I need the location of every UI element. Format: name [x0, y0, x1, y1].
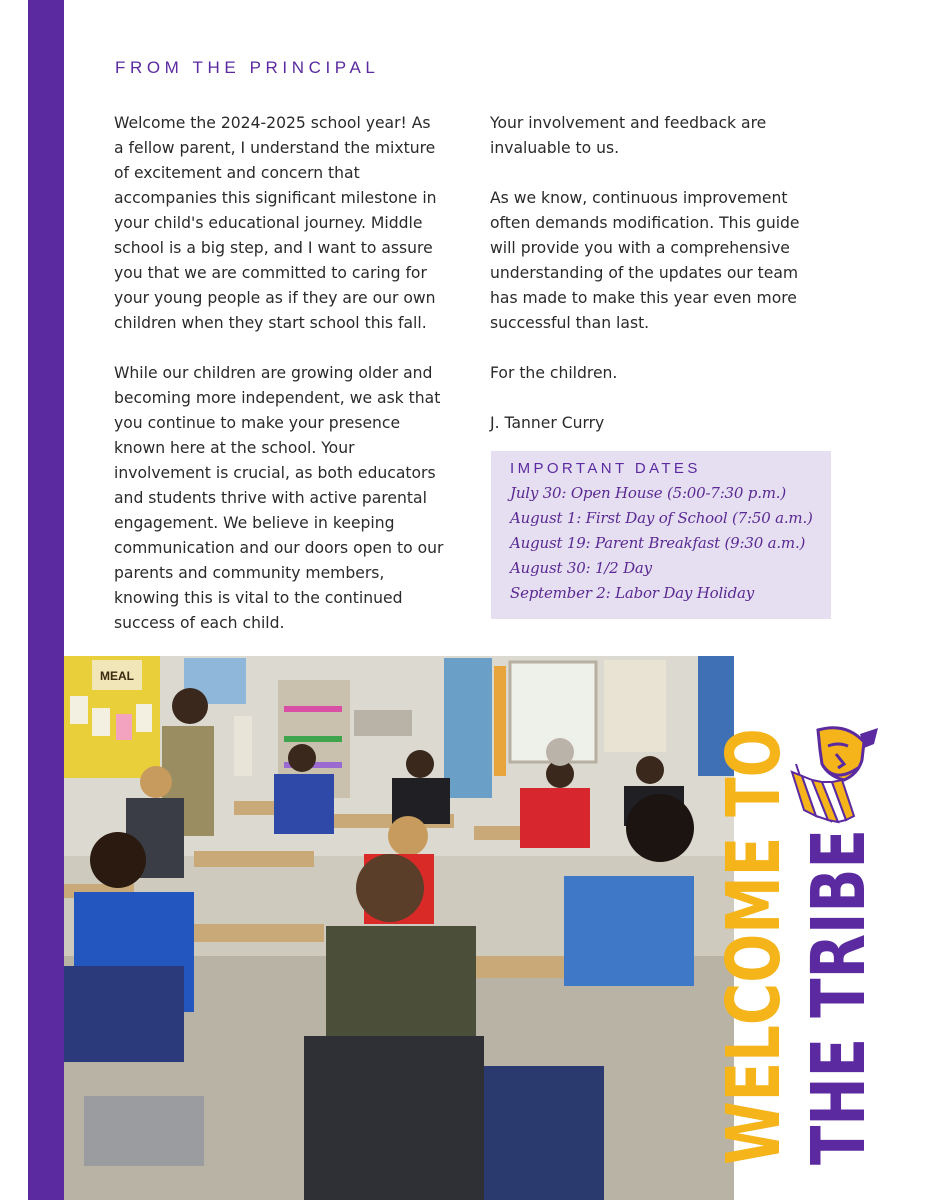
poster-label: MEAL — [100, 669, 134, 683]
letter-paragraph: Welcome the 2024-2025 school year! As a fellow parent, I understand the mixture of excitement and concern that accompanies this significant milestone in your child's educational journey. Middle school is a big step, and I want to assure you that we are committed to caring for your young people as if they are our own children when they start school this fall. — [114, 114, 437, 332]
tribal-headdress-logo-icon — [788, 724, 880, 824]
tribe-text: THE TRIBE — [796, 829, 882, 1165]
date-item: July 30: Open House (5:00-7:30 p.m.) — [510, 484, 787, 502]
section-heading: FROM THE PRINCIPAL — [115, 58, 380, 77]
date-item: August 19: Parent Breakfast (9:30 a.m.) — [510, 534, 806, 552]
letter-paragraph: As we know, continuous improvement often demands modification. This guide will provide you with a comprehensive understanding of the updates our team has made to make this year even more successful than last. — [490, 189, 800, 332]
date-item: August 30: 1/2 Day — [510, 559, 652, 577]
letter-column-1 — [114, 111, 444, 661]
classroom-photo — [64, 656, 734, 1200]
important-dates-box — [491, 451, 831, 619]
date-item: September 2: Labor Day Holiday — [510, 584, 755, 602]
letter-closing: For the children. — [490, 364, 618, 382]
welcome-text: WELCOME TO — [711, 728, 797, 1165]
letter-paragraph: While our children are growing older and becoming more independent, we ask that you continue to make your presence known here at the school. Your involvement is crucial, as both educators and students thrive with active parental engagement. We believe in keeping communication and our doors open to our parents and community members, knowing this is vital to the continued success of each child. — [114, 364, 444, 632]
important-dates-list — [510, 481, 831, 606]
letter-signature: J. Tanner Curry — [490, 414, 605, 432]
letter-paragraph: Your involvement and feedback are invaluable to us. — [490, 114, 767, 157]
letter-column-2 — [490, 111, 820, 461]
date-item: August 1: First Day of School (7:50 a.m.) — [510, 509, 813, 527]
left-accent-bar — [28, 0, 64, 1200]
classroom-photo-illustration — [64, 656, 734, 1200]
important-dates-title: IMPORTANT DATES — [510, 460, 701, 477]
